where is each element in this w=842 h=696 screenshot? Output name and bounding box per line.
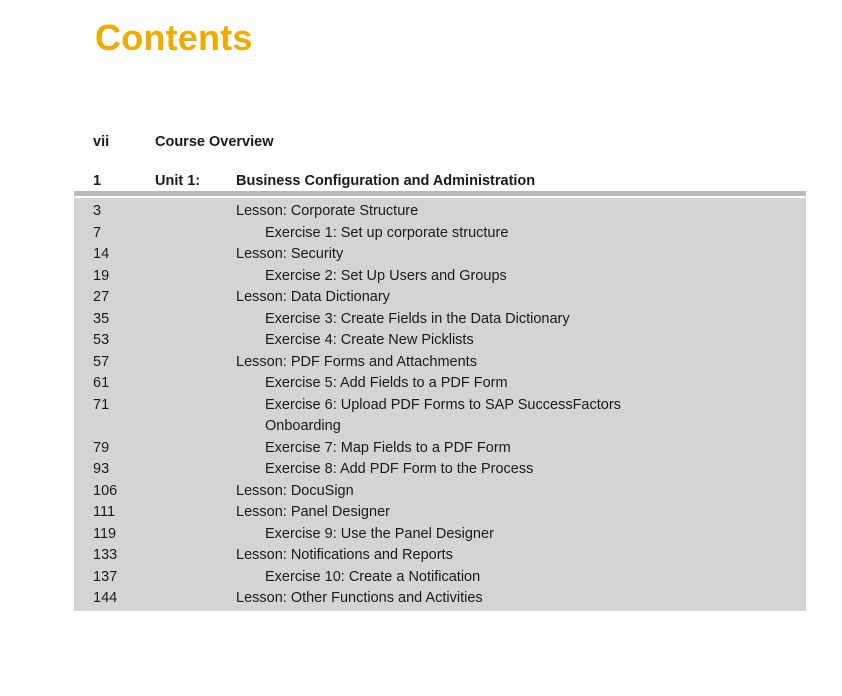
- toc-row-exercise[interactable]: [74, 373, 806, 395]
- toc-page-number: 19: [93, 267, 110, 284]
- toc-row-lesson[interactable]: [74, 588, 806, 610]
- toc-row-lesson[interactable]: [74, 545, 806, 567]
- toc-lesson-title[interactable]: Lesson: Other Functions and Activities: [236, 590, 483, 606]
- toc-row-lesson[interactable]: [74, 287, 806, 309]
- toc-row-exercise[interactable]: [74, 459, 806, 481]
- toc-page-number: 93: [93, 461, 110, 477]
- unit-page-number: 1: [93, 173, 102, 189]
- page-title: Contents: [95, 17, 253, 58]
- toc-lesson-title[interactable]: Lesson: Security: [236, 246, 344, 262]
- toc-lesson-title[interactable]: Lesson: PDF Forms and Attachments: [236, 353, 477, 370]
- toc-row-exercise[interactable]: [74, 266, 806, 288]
- unit-title[interactable]: Business Configuration and Administration: [236, 173, 536, 189]
- toc-page-number: 119: [93, 525, 117, 542]
- toc-exercise-title[interactable]: Exercise 7: Map Fields to a PDF Form: [265, 439, 511, 456]
- toc-page-number: 27: [93, 289, 110, 305]
- toc-row-lesson[interactable]: [74, 502, 806, 524]
- toc-page-number: 71: [93, 396, 110, 413]
- toc-page-number: 61: [93, 375, 110, 391]
- toc-row-exercise[interactable]: [74, 330, 806, 352]
- toc-exercise-title[interactable]: Exercise 4: Create New Picklists: [265, 332, 474, 348]
- toc-row-exercise[interactable]: [74, 438, 806, 460]
- toc-row-exercise[interactable]: [74, 524, 806, 546]
- toc-page-number: 57: [93, 353, 110, 370]
- toc-entry-list: [74, 201, 806, 610]
- toc-row-exercise[interactable]: [74, 309, 806, 331]
- toc-exercise-title[interactable]: Exercise 3: Create Fields in the Data Dictionary: [265, 310, 570, 327]
- toc-page-number: 14: [93, 246, 110, 262]
- toc-row-lesson[interactable]: [74, 481, 806, 503]
- toc-exercise-title[interactable]: Exercise 10: Create a Notification: [265, 568, 481, 585]
- toc-row-exercise[interactable]: [74, 395, 806, 438]
- toc-page-number: 111: [93, 504, 116, 520]
- toc-row-lesson[interactable]: [74, 201, 806, 223]
- toc-page-number: 7: [93, 224, 102, 241]
- toc-exercise-title[interactable]: Exercise 9: Use the Panel Designer: [265, 525, 494, 542]
- toc-lesson-title[interactable]: Lesson: Data Dictionary: [236, 289, 390, 305]
- toc-lesson-title[interactable]: Lesson: DocuSign: [236, 482, 354, 499]
- toc-row-exercise[interactable]: [74, 223, 806, 245]
- toc-exercise-title[interactable]: Exercise 1: Set up corporate structure: [265, 224, 509, 241]
- toc-exercise-title[interactable]: Exercise 8: Add PDF Form to the Process: [265, 461, 534, 477]
- toc-row-exercise[interactable]: [74, 567, 806, 589]
- unit-label: Unit 1:: [155, 173, 201, 189]
- toc-page-number: 137: [93, 568, 118, 585]
- toc-row-lesson[interactable]: [74, 352, 806, 374]
- toc-lesson-title[interactable]: Lesson: Notifications and Reports: [236, 547, 453, 563]
- toc-lesson-title[interactable]: Lesson: Corporate Structure: [236, 203, 419, 219]
- toc-page-number: 53: [93, 332, 110, 348]
- toc-exercise-title[interactable]: Exercise 6: Upload PDF Forms to SAP SuccessFactors Onboarding: [265, 396, 621, 434]
- toc-row-lesson[interactable]: [74, 244, 806, 266]
- toc-page-number: 106: [93, 482, 118, 499]
- toc-page-number: 133: [93, 547, 118, 563]
- toc-page-number: 35: [93, 310, 110, 327]
- toc-page-number: 144: [93, 590, 118, 606]
- toc-page-number: 3: [93, 203, 102, 219]
- toc-exercise-title[interactable]: Exercise 2: Set Up Users and Groups: [265, 267, 507, 284]
- toc-lesson-title[interactable]: Lesson: Panel Designer: [236, 504, 390, 520]
- overview-page-number: vii: [93, 134, 110, 150]
- overview-label[interactable]: Course Overview: [155, 134, 274, 150]
- toc-exercise-title[interactable]: Exercise 5: Add Fields to a PDF Form: [265, 375, 508, 391]
- toc-page-number: 79: [93, 439, 110, 456]
